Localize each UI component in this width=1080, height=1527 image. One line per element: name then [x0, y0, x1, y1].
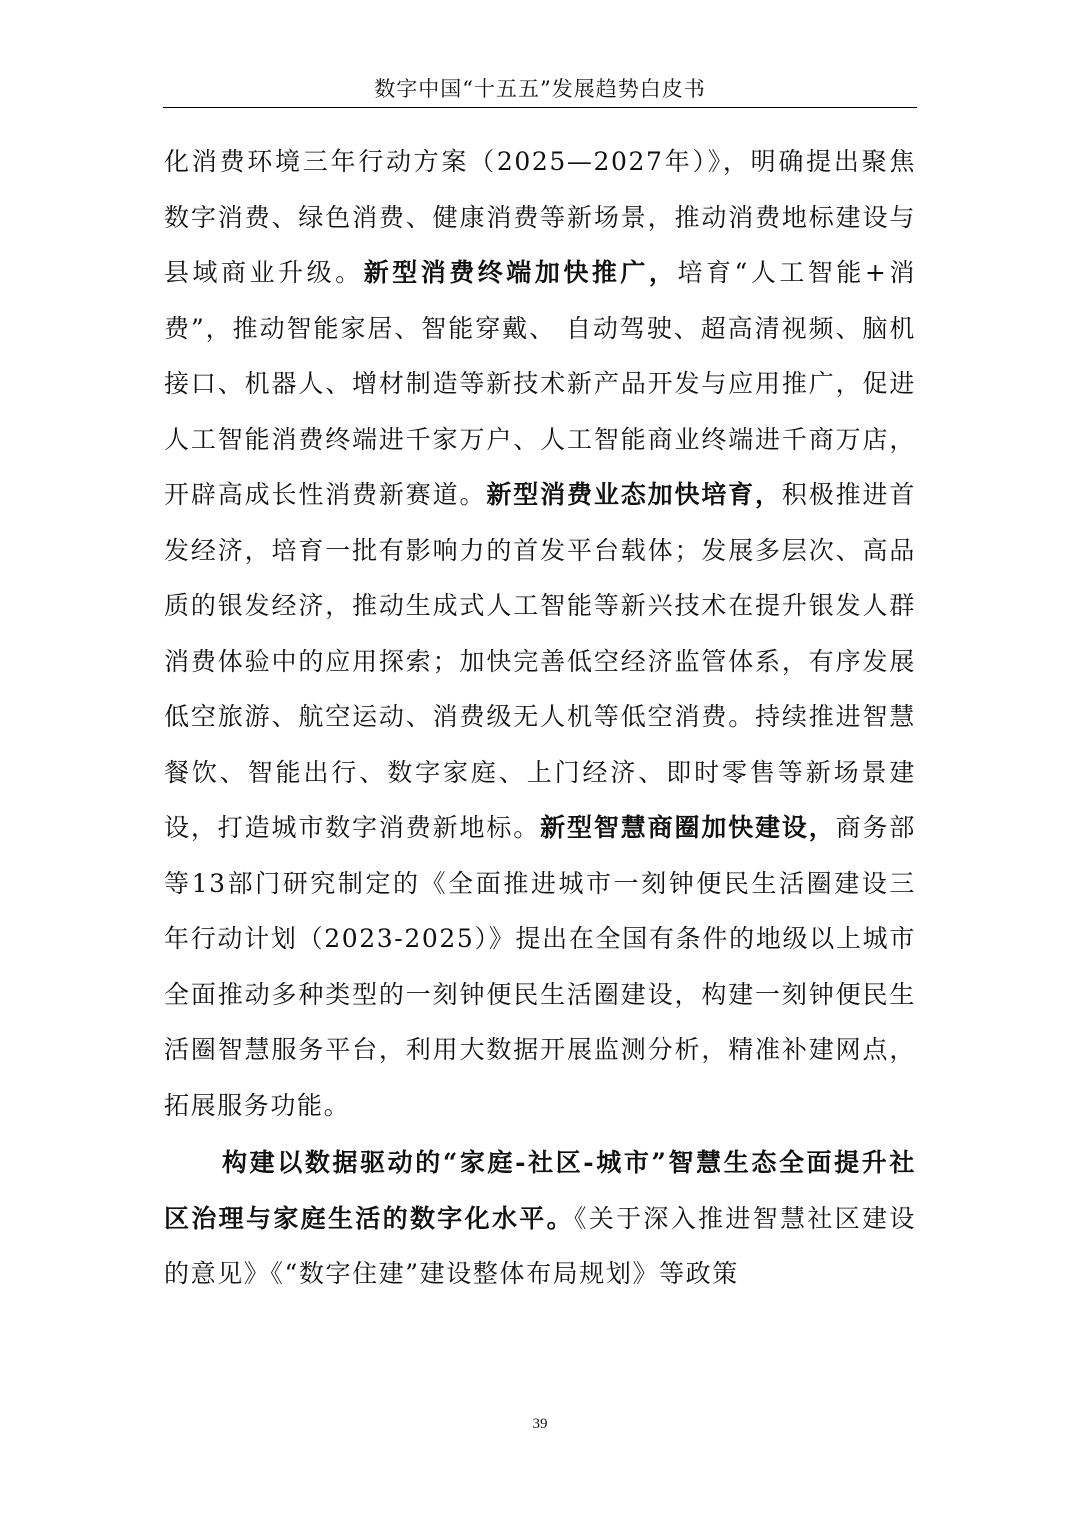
- paragraph-text: 《关于深入推进智慧社区建设的意见》《“数字住建”建设整体布局规划》等政策: [164, 1203, 916, 1288]
- bold-lead-phrase: 新型消费业态加快培育，: [486, 480, 782, 509]
- bold-lead-phrase: 构建以数据驱动的“家庭-社区-城市”智慧生态全面提升社区治理与家庭生活的数字化水平。: [164, 1148, 916, 1233]
- body-paragraph-2: [164, 1135, 916, 1302]
- paragraph-text: 商务部等13部门研究制定的《全面推进城市一刻钟便民生活圈建设三年行动计划（2023-2025）》提出在全国有条件的地级以上城市全面推动多种类型的一刻钟便民生活圈建设，构建一刻钟便民生活圈智慧服务平台，利用大数据开展监测分析，精准补建网点，拓展服务功能。: [164, 813, 916, 1120]
- bold-lead-phrase: 新型消费终端加快推广，: [363, 258, 678, 287]
- running-header: 数字中国“十五五”发展趋势白皮书: [374, 77, 706, 101]
- body-paragraph-1: [164, 134, 916, 1133]
- paragraph-text: 化消费环境三年行动方案（2025—2027年）》，明确提出聚焦数字消费、绿色消费、健康消费等新场景，推动消费地标建设与县域商业升级。: [164, 147, 916, 287]
- header-divider: [163, 107, 917, 108]
- paragraph-text: 积极推进首发经济，培育一批有影响力的首发平台载体；发展多层次、高品质的银发经济，推动生成式人工智能等新兴技术在提升银发人群消费体验中的应用探索；加快完善低空经济监管体系，有序发展低空旅游、航空运动、消费级无人机等低空消费。持续推进智慧餐饮、智能出行、数字家庭、上门经济、即时零售等新场景建设，打造城市数字消费新地标。: [164, 480, 916, 842]
- paragraph-text: 培育“人工智能+消费”，推动智能家居、智能穿戴、 自动驾驶、超高清视频、脑机接口、机器人、增材制造等新技术新产品开发与应用推广，促进人工智能消费终端进千家万户、人工智能商业终端进千商万店，开辟高成长性消费新赛道。: [164, 258, 916, 509]
- bold-lead-phrase: 新型智慧商圈加快建设，: [540, 813, 836, 842]
- page-body: [164, 134, 916, 1302]
- page-number: 39: [532, 1416, 548, 1432]
